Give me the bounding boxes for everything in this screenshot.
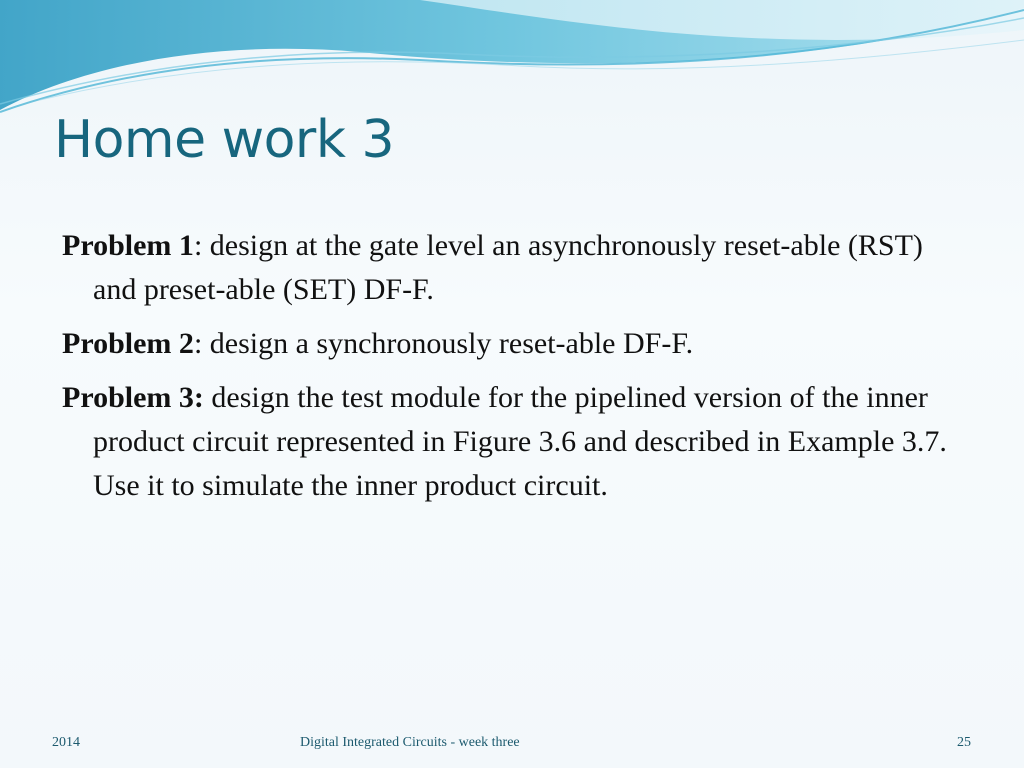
problem-1: [62, 224, 962, 312]
problem-list: [62, 224, 962, 518]
problem-1-text: design at the gate level an asynchronously reset-able (RST) and preset-able (SET) DF-F.: [93, 229, 923, 306]
problem-1-label: Problem 1: [62, 229, 194, 262]
slide-title: Home work 3: [54, 110, 395, 170]
problem-2-text: design a synchronously reset-able DF-F.: [202, 327, 694, 360]
problem-2-label: Problem 2: [62, 327, 194, 360]
problem-2-separator: :: [193, 327, 203, 360]
footer-year: 2014: [52, 735, 80, 750]
problem-1-separator: :: [193, 229, 203, 262]
problem-3: [62, 376, 962, 508]
problem-2: [62, 322, 962, 366]
problem-3-label: Problem 3:: [62, 381, 204, 414]
problem-3-text: design the test module for the pipelined version of the inner product circuit represented in Figure 3.6 and described in Example 3.7. Use it to simulate the inner product circuit.: [93, 381, 947, 502]
footer-course-name: Digital Integrated Circuits - week three: [300, 735, 520, 750]
slide-number: 25: [957, 735, 971, 750]
